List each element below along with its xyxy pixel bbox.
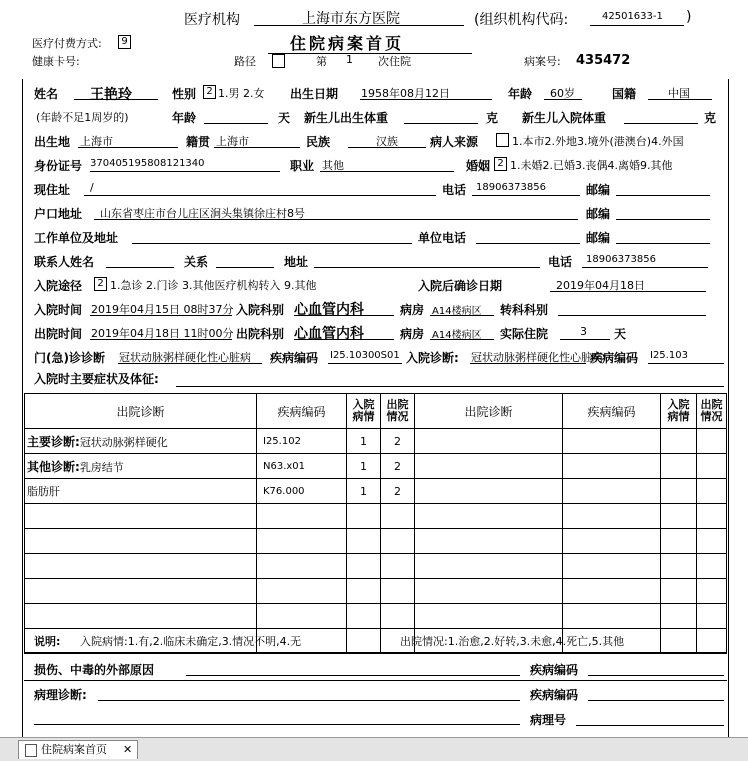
- col-out-cond-text: 出院情况: [386, 398, 409, 423]
- out-cond-cell[interactable]: [381, 579, 415, 604]
- col-in-cond-2: [661, 394, 697, 429]
- org-name: 上海市东方医院: [302, 11, 400, 27]
- health-card-label: 健康卡号:: [32, 55, 80, 68]
- col-diag-2: 出院诊断: [415, 394, 563, 429]
- table-row: [25, 479, 727, 504]
- out-cond-cell[interactable]: 2: [381, 454, 415, 479]
- transfer-label: 转科科别: [500, 303, 549, 317]
- gram-unit-2: 克: [704, 111, 717, 125]
- address-value: /: [90, 181, 94, 194]
- newborn-admit-weight-field: [624, 109, 698, 124]
- out-cond-cell-2[interactable]: [697, 554, 727, 579]
- out-time-label: 出院时间: [34, 327, 83, 341]
- infant-age-field-label: 年龄: [172, 111, 197, 125]
- diag-text: 脂肪肝: [27, 485, 60, 498]
- job-value: 其他: [322, 159, 344, 172]
- diag-prefix: 其他诊断:: [27, 459, 80, 474]
- code-cell[interactable]: [257, 604, 347, 629]
- table-row-empty: [25, 529, 727, 554]
- work-label: 工作单位及地址: [34, 231, 119, 245]
- pathology-field-2: [34, 710, 520, 725]
- injury-code-field: [588, 661, 724, 676]
- sheet-tab-bar: [0, 737, 748, 761]
- id-label: 身份证号: [34, 159, 83, 173]
- injury-divider: [24, 680, 727, 681]
- times-value: 1: [346, 53, 353, 66]
- outpatient-diag: 冠状动脉粥样硬化性心脏病: [119, 351, 251, 364]
- out-cond-cell-2[interactable]: [697, 629, 727, 654]
- admit-diag: 冠状动脉粥样硬化性心脏病: [471, 351, 603, 364]
- code-cell-2[interactable]: [563, 554, 661, 579]
- in-cond-cell-2[interactable]: [661, 554, 697, 579]
- record-no: 435472: [576, 53, 631, 68]
- diag-cell[interactable]: [25, 479, 257, 504]
- diag-cell-2[interactable]: [415, 504, 563, 529]
- col-out-cond-2-text: 出院情况: [700, 398, 723, 423]
- symptoms-field: [176, 372, 724, 387]
- transfer-field: [558, 301, 706, 316]
- org-code: 42501633-1: [602, 11, 663, 22]
- table-row-empty: [25, 504, 727, 529]
- out-cond-cell-2[interactable]: [697, 504, 727, 529]
- age-label: 年龄: [508, 87, 533, 101]
- document-icon: [25, 744, 37, 757]
- in-cond-cell[interactable]: [347, 504, 381, 529]
- org-code-label: (组织机构代码:: [474, 12, 569, 28]
- table-row: [25, 454, 727, 479]
- nation-value: 中国: [668, 87, 690, 100]
- record-no-label: 病案号:: [524, 55, 561, 68]
- code-cell[interactable]: I25.102: [257, 429, 347, 454]
- col-code-2: 疾病编码: [563, 394, 661, 429]
- code-cell[interactable]: [257, 554, 347, 579]
- sex-value[interactable]: 2: [203, 85, 216, 99]
- code-cell-2[interactable]: [563, 454, 661, 479]
- work-field: [132, 229, 412, 244]
- notes-divider: [24, 652, 727, 653]
- in-dept-label: 入院科别: [236, 303, 285, 317]
- code-cell-2[interactable]: [563, 479, 661, 504]
- name-label: 姓名: [34, 87, 59, 101]
- diag-cell-2[interactable]: [415, 429, 563, 454]
- phone-value: 18906373856: [476, 182, 546, 193]
- out-cond-cell-2[interactable]: [697, 454, 727, 479]
- sex-options: 1.男 2.女: [218, 87, 265, 100]
- stay-unit: 天: [614, 327, 627, 341]
- in-cond-cell-2[interactable]: [661, 479, 697, 504]
- household-label: 户口地址: [34, 207, 83, 221]
- pay-method-value[interactable]: 9: [118, 35, 131, 49]
- code-cell-2[interactable]: [563, 604, 661, 629]
- out-dept-label: 出院科别: [236, 327, 285, 341]
- infant-age-label: (年龄不足1周岁的): [36, 111, 129, 124]
- close-icon[interactable]: ✕: [123, 743, 133, 756]
- code-cell-2[interactable]: [563, 579, 661, 604]
- outpatient-code: I25.10300S01: [330, 350, 400, 361]
- pathology-field: [98, 686, 520, 701]
- injury-code-label: 疾病编码: [530, 663, 579, 677]
- injury-label: 损伤、中毒的外部原因: [34, 663, 155, 677]
- birthplace-value: 上海市: [80, 135, 113, 148]
- diag-text: 乳房结节: [79, 460, 124, 474]
- in-time: 2019年04月15日 08时37分: [91, 303, 234, 316]
- code-cell-2[interactable]: [563, 504, 661, 529]
- native-label: 籍贯: [186, 135, 211, 149]
- gram-unit: 克: [486, 111, 499, 125]
- in-cond-cell[interactable]: [347, 604, 381, 629]
- marriage-options: 1.未婚2.已婚3.丧偶4.离婚9.其他: [510, 159, 673, 172]
- native-value: 上海市: [216, 135, 249, 148]
- out-cond-cell-2[interactable]: [697, 429, 727, 454]
- pathology-no-label: 病理号: [530, 713, 567, 727]
- out-cond-cell[interactable]: 2: [381, 429, 415, 454]
- nation-label: 国籍: [612, 87, 637, 101]
- path-checkbox[interactable]: [272, 54, 285, 68]
- tab-label: 住院病案首页: [41, 743, 107, 756]
- injury-field: [186, 661, 520, 676]
- relation-label: 关系: [184, 255, 209, 269]
- stay-days: 3: [580, 325, 587, 338]
- source-checkbox[interactable]: [496, 133, 509, 147]
- contact-field: [106, 253, 174, 268]
- contact-addr-label: 地址: [284, 255, 309, 269]
- out-cond-cell[interactable]: 2: [381, 479, 415, 504]
- marriage-label: 婚姻: [466, 159, 491, 173]
- out-dept: 心血管内科: [294, 326, 364, 342]
- zip-label-2: 邮编: [586, 207, 611, 221]
- confirm-date-label: 入院后确诊日期: [418, 279, 503, 293]
- out-ward: A14楼病区: [432, 330, 482, 341]
- newborn-weight-field: [404, 109, 478, 124]
- code-cell[interactable]: [257, 579, 347, 604]
- out-cond-cell[interactable]: [381, 504, 415, 529]
- col-diag: 出院诊断: [25, 394, 257, 429]
- birth-label: 出生日期: [290, 87, 339, 101]
- discharge-diagnosis-table: [24, 393, 727, 654]
- zip-label-3: 邮编: [586, 231, 611, 245]
- out-time: 2019年04月18日 11时00分: [91, 327, 234, 340]
- address-field: [84, 181, 436, 196]
- contact-phone-label: 电话: [548, 255, 573, 269]
- diag-cell[interactable]: [25, 504, 257, 529]
- admit-code: I25.103: [650, 350, 688, 361]
- times-suffix: 次住院: [378, 55, 411, 68]
- in-cond-cell[interactable]: [347, 554, 381, 579]
- birthplace-label: 出生地: [34, 135, 71, 149]
- table-row-empty: [25, 554, 727, 579]
- zip-field: [616, 181, 710, 196]
- phone-label: 电话: [442, 183, 467, 197]
- route-value[interactable]: 2: [94, 277, 107, 291]
- col-in-cond: [347, 394, 381, 429]
- diag-text: 冠状动脉粥样硬化: [79, 435, 168, 449]
- pathology-label: 病理诊断:: [34, 688, 87, 702]
- in-time-label: 入院时间: [34, 303, 83, 317]
- disease-code-label-2: 疾病编码: [590, 351, 639, 365]
- table-row: [25, 429, 727, 454]
- confirm-date: 2019年04月18日: [556, 279, 645, 292]
- code-cell[interactable]: K76.000: [257, 479, 347, 504]
- contact-label: 联系人姓名: [34, 255, 95, 269]
- in-cond-cell[interactable]: 1: [347, 454, 381, 479]
- route-options: 1.急诊 2.门诊 3.其他医疗机构转入 9.其他: [110, 279, 317, 292]
- diag-prefix: 主要诊断:: [27, 434, 80, 449]
- table-row-empty: [25, 579, 727, 604]
- ethnic-label: 民族: [306, 135, 331, 149]
- org-label: 医疗机构: [184, 12, 240, 28]
- diag-cell-2[interactable]: [415, 454, 563, 479]
- in-cond-cell[interactable]: [347, 629, 381, 654]
- col-in-cond-2-text: 入院病情: [667, 398, 690, 423]
- diag-cell-2[interactable]: [415, 579, 563, 604]
- in-cond-cell-2[interactable]: [661, 529, 697, 554]
- out-cond-cell-2[interactable]: [697, 579, 727, 604]
- tab-inpatient-record[interactable]: [18, 740, 138, 759]
- contact-phone-value: 18906373856: [586, 254, 656, 265]
- relation-field: [216, 253, 274, 268]
- ethnic-value: 汉族: [376, 135, 398, 148]
- diag-cell[interactable]: [25, 529, 257, 554]
- notes-in-cond: 入院病情:1.有,2.临床未确定,3.情况不明,4.无: [80, 635, 302, 648]
- in-cond-cell[interactable]: 1: [347, 479, 381, 504]
- out-cond-cell[interactable]: [381, 529, 415, 554]
- diag-cell[interactable]: [25, 554, 257, 579]
- in-cond-cell[interactable]: 1: [347, 429, 381, 454]
- table-header-row: [25, 394, 727, 429]
- code-cell[interactable]: [257, 529, 347, 554]
- out-cond-cell-2[interactable]: [697, 604, 727, 629]
- in-cond-cell[interactable]: [347, 529, 381, 554]
- pathology-no-field: [576, 711, 724, 726]
- notes-label: 说明:: [34, 635, 61, 648]
- diag-cell-2[interactable]: [415, 554, 563, 579]
- disease-code-label: 疾病编码: [270, 351, 319, 365]
- ward-label-2: 病房: [400, 327, 425, 341]
- diag-cell-2[interactable]: [415, 529, 563, 554]
- in-cond-cell[interactable]: [347, 579, 381, 604]
- infant-age-field: [204, 109, 268, 124]
- patient-name: 王艳玲: [90, 87, 132, 103]
- col-out-cond: [381, 394, 415, 429]
- id-number: 370405195808121340: [90, 158, 205, 169]
- times-prefix: 第: [316, 55, 327, 68]
- org-code-close: ): [686, 9, 692, 25]
- zip-field-2: [616, 205, 710, 220]
- in-cond-cell-2[interactable]: [661, 629, 697, 654]
- stay-label: 实际住院: [500, 327, 549, 341]
- out-cond-cell-2[interactable]: [697, 529, 727, 554]
- path-label: 路径: [234, 55, 256, 68]
- source-options: 1.本市2.外地3.境外(港澳台)4.外国: [512, 135, 684, 148]
- in-cond-cell-2[interactable]: [661, 429, 697, 454]
- age-value: 60岁: [550, 87, 575, 100]
- work-phone-field: [476, 229, 580, 244]
- out-cond-cell-2[interactable]: [697, 479, 727, 504]
- in-ward: A14楼病区: [432, 306, 482, 317]
- job-label: 职业: [290, 159, 315, 173]
- diag-cell-2[interactable]: [415, 604, 563, 629]
- in-cond-cell-2[interactable]: [661, 504, 697, 529]
- day-unit: 天: [278, 111, 291, 125]
- code-cell-2[interactable]: [563, 429, 661, 454]
- pay-method-label: 医疗付费方式:: [32, 37, 102, 50]
- ward-label: 病房: [400, 303, 425, 317]
- admit-diag-label: 入院诊断:: [406, 351, 459, 365]
- col-in-cond-text: 入院病情: [352, 398, 375, 423]
- contact-addr-field: [314, 253, 540, 268]
- diag-cell[interactable]: [25, 579, 257, 604]
- marriage-value[interactable]: 2: [494, 157, 507, 171]
- diag-cell-2[interactable]: [415, 479, 563, 504]
- sex-label: 性别: [172, 87, 197, 101]
- outpatient-diag-label: 门(急)诊诊断: [34, 351, 105, 365]
- newborn-weight-label: 新生儿出生体重: [304, 111, 389, 125]
- out-cond-cell[interactable]: [381, 554, 415, 579]
- diag-cell[interactable]: [25, 604, 257, 629]
- route-label: 入院途径: [34, 279, 83, 293]
- col-out-cond-2: [697, 394, 727, 429]
- zip-field-3: [616, 229, 710, 244]
- newborn-admit-weight-label: 新生儿入院体重: [522, 111, 607, 125]
- code-cell[interactable]: N63.x01: [257, 454, 347, 479]
- code-cell[interactable]: [257, 504, 347, 529]
- diag-cell[interactable]: [25, 454, 257, 479]
- birth-date: 1958年08月12日: [361, 87, 450, 100]
- diag-cell[interactable]: [25, 429, 257, 454]
- household-value: 山东省枣庄市台儿庄区涧头集镇徐庄村8号: [100, 207, 305, 220]
- title-underline: [268, 53, 472, 54]
- out-cond-cell[interactable]: [381, 604, 415, 629]
- zip-label: 邮编: [586, 183, 611, 197]
- code-cell-2[interactable]: [563, 529, 661, 554]
- in-cond-cell-2[interactable]: [661, 604, 697, 629]
- page-title: 住院病案首页: [290, 34, 405, 53]
- notes-out-cond: 出院情况:1.治愈,2.好转,3.未愈,4.死亡,5.其他: [400, 635, 625, 648]
- pathology-code-label: 疾病编码: [530, 688, 579, 702]
- pathology-code-field: [588, 686, 724, 701]
- symptoms-label: 入院时主要症状及体征:: [34, 372, 159, 386]
- source-label: 病人来源: [430, 135, 479, 149]
- work-phone-label: 单位电话: [418, 231, 467, 245]
- in-cond-cell-2[interactable]: [661, 579, 697, 604]
- in-cond-cell-2[interactable]: [661, 454, 697, 479]
- in-dept: 心血管内科: [294, 302, 364, 318]
- table-row-empty: [25, 604, 727, 629]
- address-label: 现住址: [34, 183, 71, 197]
- col-code: 疾病编码: [257, 394, 347, 429]
